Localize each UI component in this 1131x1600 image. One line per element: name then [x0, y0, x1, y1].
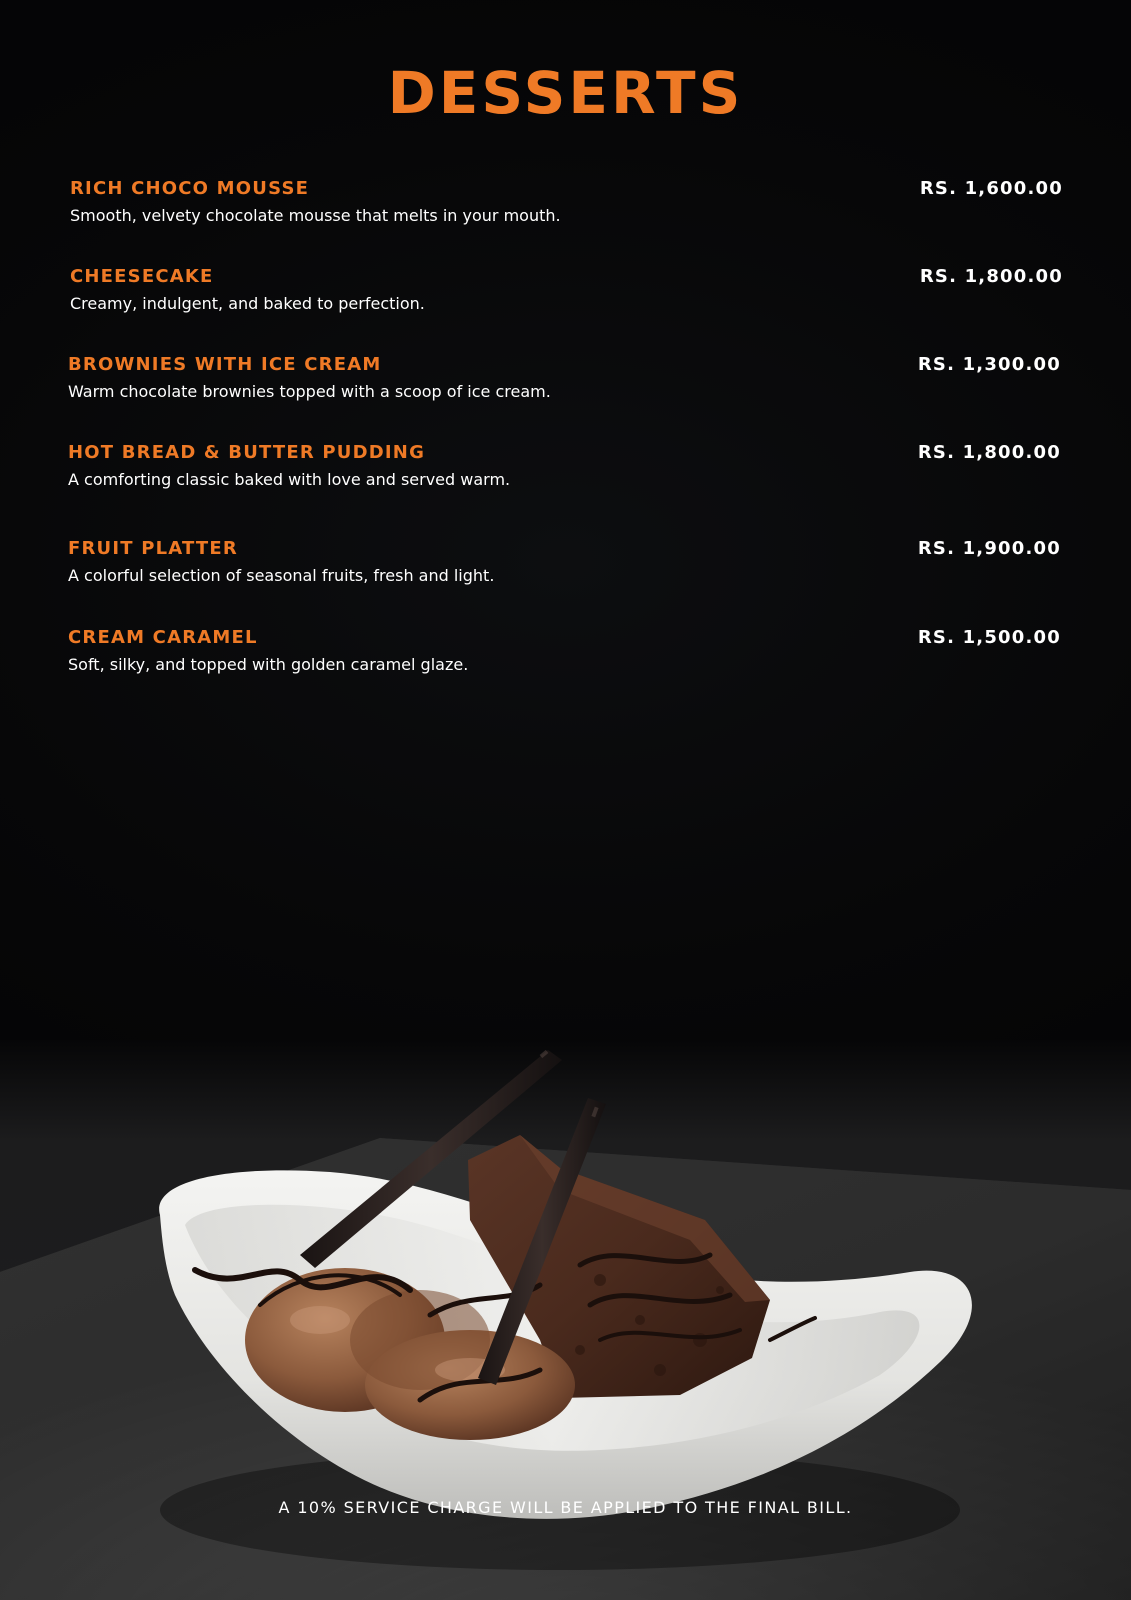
item-price: RS. 1,300.00: [917, 354, 1061, 375]
item-name: FRUIT PLATTER: [68, 538, 238, 559]
menu-item: [68, 627, 1061, 687]
item-name: RICH CHOCO MOUSSE: [70, 178, 310, 199]
item-name: HOT BREAD & BUTTER PUDDING: [68, 442, 426, 463]
item-price: RS. 1,900.00: [917, 538, 1061, 559]
item-price: RS. 1,800.00: [919, 266, 1063, 287]
item-description: A colorful selection of seasonal fruits, fresh and light.: [68, 566, 495, 585]
item-name: CHEESECAKE: [70, 266, 214, 287]
item-description: A comforting classic baked with love and served warm.: [68, 470, 511, 489]
menu-item: [68, 354, 1061, 414]
service-charge-note: A 10% SERVICE CHARGE WILL BE APPLIED TO THE FINAL BILL.: [278, 1498, 853, 1517]
menu-item: [68, 442, 1061, 502]
menu-title: DESSERTS: [387, 59, 744, 127]
item-price: RS. 1,800.00: [917, 442, 1061, 463]
item-name: BROWNIES WITH ICE CREAM: [68, 354, 382, 375]
item-description: Soft, silky, and topped with golden caramel glaze.: [68, 655, 469, 674]
menu-item: [70, 178, 1063, 238]
item-description: Smooth, velvety chocolate mousse that melts in your mouth.: [70, 206, 561, 225]
menu-item: [68, 538, 1061, 598]
item-description: Creamy, indulgent, and baked to perfection.: [70, 294, 425, 313]
item-description: Warm chocolate brownies topped with a scoop of ice cream.: [68, 382, 551, 401]
item-price: RS. 1,600.00: [919, 178, 1063, 199]
item-price: RS. 1,500.00: [917, 627, 1061, 648]
menu-item: [70, 266, 1063, 326]
item-name: CREAM CARAMEL: [68, 627, 258, 648]
